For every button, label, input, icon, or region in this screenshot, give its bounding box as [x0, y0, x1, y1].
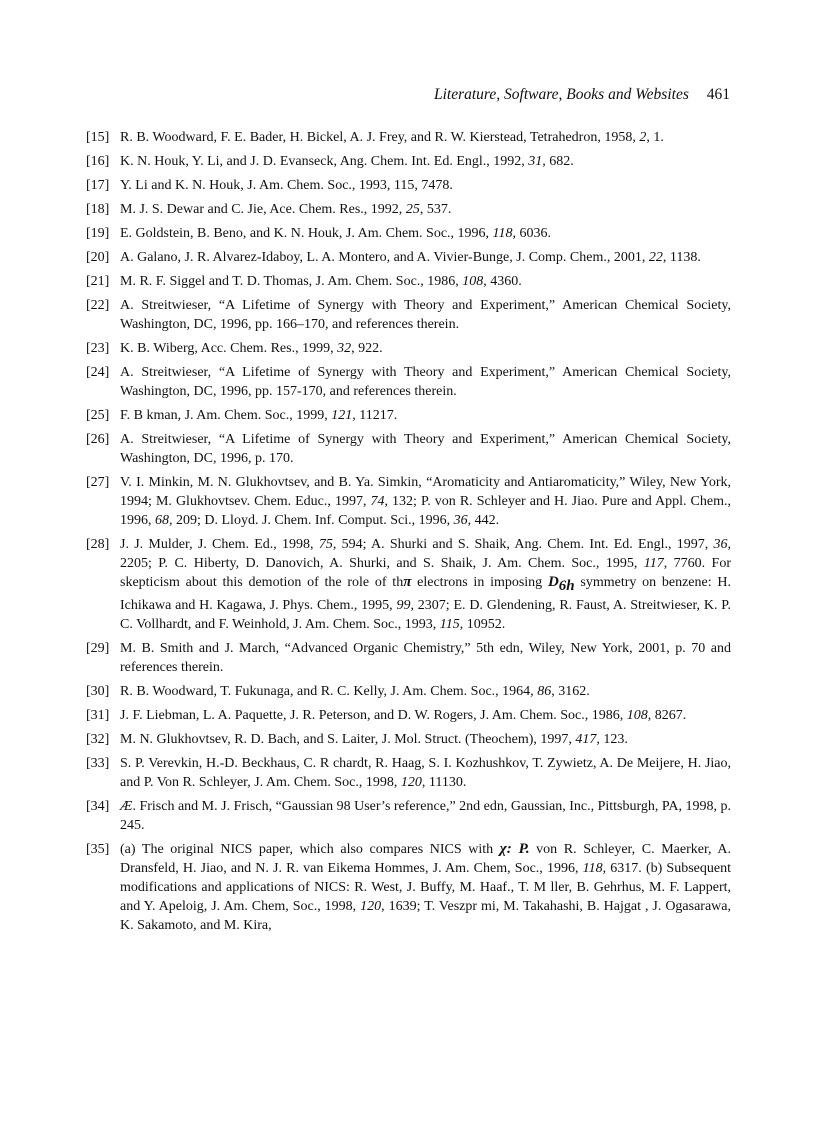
reference-text-segment: , 11130.: [421, 774, 467, 790]
reference-item: [86, 473, 731, 530]
reference-text: [120, 754, 731, 792]
reference-text-segment: Y. Li and K. N. Houk, J. Am. Chem. Soc., 1993, 115, 7478.: [120, 178, 453, 193]
reference-text-segment: , 8267.: [647, 707, 687, 723]
reference-volume: 115: [439, 616, 460, 632]
reference-number: [25]: [86, 408, 110, 423]
reference-text-segment: , 1.: [646, 130, 664, 145]
reference-number: [32]: [86, 731, 110, 747]
reference-item: [86, 797, 731, 835]
reference-volume: 31,: [528, 154, 546, 169]
reference-volume: 68,: [155, 513, 173, 528]
reference-text-segment: M. J. S. Dewar and C. Jie, Ace. Chem. Res., 1992,: [120, 202, 406, 217]
reference-volume: 2: [639, 130, 647, 145]
reference-text-segment: , 922.: [351, 341, 383, 356]
reference-number: [20]: [86, 250, 110, 265]
reference-volume: 36: [453, 513, 468, 528]
reference-item: [86, 200, 731, 219]
math-symbol: 6h: [558, 577, 575, 594]
reference-item: [86, 272, 731, 291]
reference-text-segment: , 442.: [467, 513, 500, 528]
reference-text-segment: . Frisch and M. J. Frisch, “Gaussian 98 User’s reference,” 2nd edn, Gaussian, Inc., Pittsburgh, PA, 1998, p. 245.: [120, 798, 732, 833]
reference-volume: 118: [492, 226, 513, 241]
page-number: 461: [706, 86, 730, 103]
math-symbol: π: [403, 574, 412, 590]
reference-item: [86, 682, 731, 701]
reference-list: [86, 128, 731, 940]
reference-number: [34]: [86, 798, 110, 814]
running-header: [434, 86, 730, 104]
reference-text-segment: K. B. Wiberg, Acc. Chem. Res., 1999,: [120, 341, 338, 356]
reference-text: [120, 535, 731, 634]
reference-text-segment: , 6317. (b) Subsequent modifications and applications of NICS: R. West, J. Buffy, M. Haaf., T. M ller, B. Gehrhus, M. F. Lappert, and Y. Apeloig, J. Am. Chem, Soc., 1998,: [120, 860, 731, 914]
reference-volume: Æ: [120, 798, 133, 814]
reference-text-segment: , 2307; E. D. Glendening, R. Faust, A. Streitwieser, K. P. C. Vollhardt, and F. Weinhold, J. Am. Chem. Soc., 1993,: [120, 597, 731, 632]
reference-item: [86, 535, 731, 634]
reference-text: [120, 224, 731, 243]
reference-item: [86, 296, 731, 334]
reference-text: [120, 730, 731, 749]
reference-text-segment: , 4360.: [483, 274, 522, 289]
reference-volume: 22: [648, 250, 663, 265]
reference-text-segment: , 594; A. Shurki and S. Shaik, Ang. Chem. Int. Ed. Engl., 1997,: [332, 537, 714, 552]
reference-text-segment: F. B kman, J. Am. Chem. Soc., 1999,: [120, 408, 332, 423]
reference-text-segment: 2205; P. C. Hiberty, D. Danovich, A. Shurki, and S. Shaik, J. Am. Chem. Soc., 1995,: [120, 556, 644, 571]
reference-text: [120, 339, 731, 358]
reference-number: [18]: [86, 202, 110, 217]
reference-volume: 118: [582, 860, 603, 876]
header-title: Literature, Software, Books and Websites: [433, 86, 689, 103]
reference-text-segment: A. Streitwieser, “A Lifetime of Synergy with Theory and Experiment,” American Chemical Society, Washington, DC, 1996, pp. 166–170, and references therein.: [120, 298, 731, 332]
reference-text-segment: A. Galano, J. R. Alvarez-Idaboy, L. A. Montero, and A. Vivier-Bunge, J. Comp. Chem., 2001,: [120, 250, 649, 265]
reference-text: [120, 797, 731, 835]
reference-text-segment: , 537.: [419, 202, 452, 217]
reference-text-segment: J. F. Liebman, L. A. Paquette, J. R. Peterson, and D. W. Rogers, J. Am. Chem. Soc., 1986,: [120, 707, 627, 723]
reference-item: [86, 706, 731, 725]
reference-text-segment: R. B. Woodward, T. Fukunaga, and R. C. Kelly, J. Am. Chem. Soc., 1964,: [120, 683, 538, 699]
reference-text-segment: , 1138.: [662, 250, 701, 265]
reference-number: [19]: [86, 226, 110, 241]
reference-number: [30]: [86, 683, 110, 699]
reference-text: [120, 639, 731, 677]
reference-text: [120, 682, 731, 701]
reference-text-segment: , 6036.: [512, 226, 552, 241]
reference-volume: 99: [396, 597, 411, 613]
reference-volume: 120: [360, 898, 382, 914]
reference-number: [33]: [86, 755, 110, 771]
reference-text: [120, 473, 731, 530]
reference-text-segment: J. J. Mulder, J. Chem. Ed., 1998,: [120, 537, 319, 552]
reference-number: [31]: [86, 707, 110, 723]
reference-volume: 121,: [331, 408, 356, 423]
reference-number: [24]: [86, 365, 110, 380]
reference-item: [86, 406, 731, 425]
reference-text-segment: von R. Schleyer, C. Maerker, A. Dransfeld, H. Jiao, and N. J. R. van Eikema Hommes, J. Am. Chem, Soc., 1996,: [120, 841, 731, 876]
reference-text-segment: , 7760. For skepticism about this demotion of the role of th: [120, 556, 731, 590]
reference-text-segment: K. N. Houk, Y. Li, and J. D. Evanseck, Ang. Chem. Int. Ed. Engl., 1992,: [120, 154, 529, 169]
reference-text-segment: V. I. Minkin, M. N. Glukhovtsev, and B. Ya. Simkin, “Aromaticity and Antiaromaticity,” Wiley, New York, 1994; M. Glukhovtsev. Chem. Educ., 1997,: [120, 475, 731, 509]
reference-number: [23]: [86, 341, 110, 356]
reference-item: [86, 363, 731, 401]
reference-number: [27]: [86, 475, 110, 490]
math-symbol: χ: P.: [499, 840, 530, 857]
reference-text-segment: (a) The original NICS paper, which also compares NICS with: [120, 841, 500, 857]
reference-text-segment: , 132; P. von R. Schleyer and H. Jiao. Pure and Appl. Chem., 1996,: [120, 494, 731, 528]
reference-number: [28]: [86, 537, 110, 552]
reference-number: [17]: [86, 178, 110, 193]
reference-volume: 74: [370, 494, 385, 509]
reference-number: [29]: [86, 640, 110, 656]
reference-text: [120, 272, 731, 291]
reference-text-segment: 209; D. Lloyd. J. Chem. Inf. Comput. Sci., 1996,: [172, 513, 454, 528]
reference-text-segment: electrons in imposing: [411, 575, 548, 590]
reference-text-segment: M. N. Glukhovtsev, R. D. Bach, and S. Laiter, J. Mol. Struct. (Theochem), 1997,: [120, 731, 576, 747]
reference-volume: 108: [626, 707, 648, 723]
reference-item: [86, 176, 731, 195]
reference-item: [86, 339, 731, 358]
reference-text: [120, 200, 731, 219]
reference-item: [86, 840, 731, 935]
reference-volume: 36,: [713, 537, 731, 552]
reference-text-segment: E. Goldstein, B. Beno, and K. N. Houk, J. Am. Chem. Soc., 1996,: [120, 226, 493, 241]
reference-item: [86, 730, 731, 749]
reference-text: [120, 840, 731, 935]
reference-item: [86, 430, 731, 468]
reference-text: [120, 176, 731, 195]
reference-item: [86, 639, 731, 677]
reference-number: [35]: [86, 841, 110, 857]
reference-number: [26]: [86, 432, 110, 447]
reference-text: [120, 152, 731, 171]
reference-text: [120, 363, 731, 401]
reference-text-segment: , 1639; T. Veszpr mi, M. Takahashi, B. Hajgat , J. Ogasarawa, K. Sakamoto, and M. Kira,: [120, 898, 732, 933]
reference-number: [21]: [86, 274, 110, 289]
reference-text: [120, 248, 731, 267]
reference-text-segment: M. R. F. Siggel and T. D. Thomas, J. Am. Chem. Soc., 1986,: [120, 274, 463, 289]
reference-volume: 417,: [575, 731, 600, 747]
reference-text-segment: 11217.: [355, 408, 398, 423]
reference-text-segment: A. Streitwieser, “A Lifetime of Synergy with Theory and Experiment,” American Chemical Society, Washington, DC, 1996, pp. 157-170, and references therein.: [120, 365, 731, 399]
reference-item: [86, 152, 731, 171]
reference-text-segment: symmetry on benzene: H. Ichikawa and H. Kagawa, J. Phys. Chem., 1995,: [120, 575, 731, 613]
reference-item: [86, 754, 731, 792]
reference-volume: 25: [405, 202, 420, 217]
reference-volume: 86: [537, 683, 552, 699]
reference-text-segment: M. B. Smith and J. March, “Advanced Organic Chemistry,” 5th edn, Wiley, New York, 2001, p. 70 and references therein.: [120, 640, 731, 675]
reference-text: [120, 406, 731, 425]
reference-volume: 32: [337, 341, 352, 356]
reference-text-segment: , 10952.: [459, 616, 506, 632]
reference-text-segment: 123.: [599, 731, 628, 747]
reference-text-segment: , 3162.: [551, 683, 590, 699]
reference-text: [120, 128, 731, 147]
reference-text-segment: 682.: [545, 154, 574, 169]
reference-text: [120, 296, 731, 334]
reference-volume: 117: [643, 556, 664, 571]
reference-volume: 75: [318, 537, 333, 552]
reference-volume: 108: [462, 274, 484, 289]
reference-item: [86, 224, 731, 243]
math-symbol: D: [547, 574, 559, 590]
reference-item: [86, 128, 731, 147]
reference-text-segment: S. P. Verevkin, H.-D. Beckhaus, C. R chardt, R. Haag, S. I. Kozhushkov, T. Zywietz, A. De Meijere, H. Jiao, and P. Von R. Schleyer, J. Am. Chem. Soc., 1998,: [120, 755, 731, 790]
reference-text: [120, 430, 731, 468]
reference-item: [86, 248, 731, 267]
reference-text: [120, 706, 731, 725]
reference-number: [15]: [86, 130, 110, 145]
reference-number: [16]: [86, 154, 110, 169]
reference-text-segment: A. Streitwieser, “A Lifetime of Synergy with Theory and Experiment,” American Chemical Society, Washington, DC, 1996, p. 170.: [120, 432, 731, 466]
reference-number: [22]: [86, 298, 110, 313]
reference-volume: 120: [400, 774, 422, 790]
reference-text-segment: R. B. Woodward, F. E. Bader, H. Bickel, A. J. Frey, and R. W. Kierstead, Tetrahedron, 1958,: [120, 130, 640, 145]
